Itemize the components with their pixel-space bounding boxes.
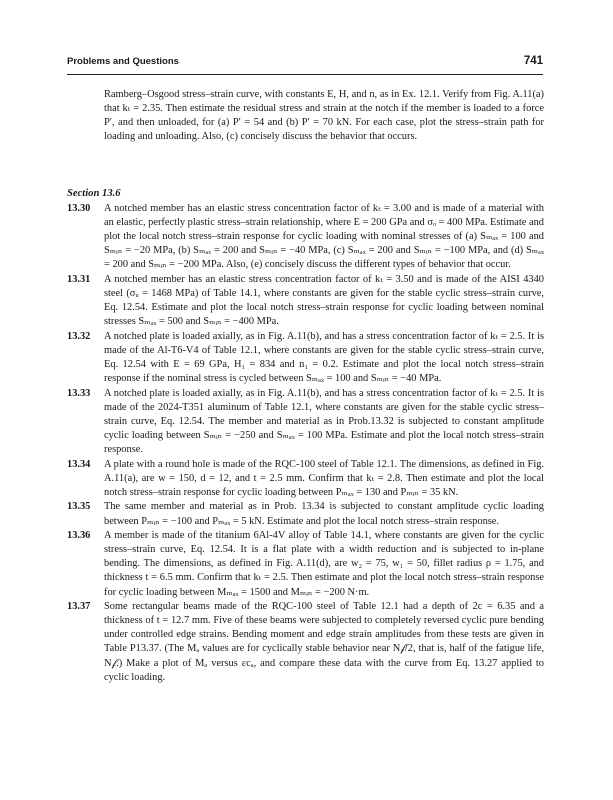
problem-number: 13.34 (67, 458, 91, 470)
problem-number: 13.32 (67, 330, 91, 342)
problem-13-37 (67, 600, 544, 685)
problem-13-31 (67, 273, 544, 329)
problem-number: 13.36 (67, 530, 91, 542)
problem-text: A notched member has an elastic stress concentration factor of kₜ = 3.00 and is made of a material with an elastic, perfectly plastic stress–strain relationship, where E = 200 GPa and σₒ = 400 MPa. Estimate and plot the local notch stress–strain response for cyclic loading with nominal stresses of (a) Sₘₐₓ = 100 and Sₘᵢₙ = −20 MPa, (b) Sₘₐₓ = 200 and Sₘᵢₙ = −40 MPa, (c) Sₘₐₓ = 200 and Sₘᵢₙ = −100 MPa, and (d) Sₘₐₓ = 200 and Sₘᵢₙ = −200 MPa. Also, (e) concisely discuss the different types of behavior that occur. (104, 203, 544, 271)
problem-text: A notched plate is loaded axially, as in Fig. A.11(b), and has a stress concentration factor of kₜ = 2.5. It is made of the 2024-T351 aluminum of Table 12.1, where constants are given for the stable cyclic stress–strain curve, Eq. 12.54. The member and material as in Prob.13.32 is subjected to constant amplitude cyclic loading between Sₘᵢₙ = −250 and Sₘₐₓ = 100 MPa. Estimate and plot the local notch stress–strain response. (104, 387, 544, 456)
problem-13-34 (67, 458, 544, 500)
problem-number: 13.33 (67, 387, 91, 399)
header-rule (67, 74, 543, 75)
problem-13-35 (67, 500, 544, 528)
problem-number: 13.37 (67, 601, 91, 613)
problem-text: The same member and material as in Prob. 13.34 is subjected to constant amplitude cyclic loading between Pₘᵢₙ = −100 and Pₘₐₓ = 5 kN. Estimate and plot the local notch stress–strain response. (104, 501, 544, 527)
section-heading: Section 13.6 (67, 188, 121, 199)
carryover-paragraph: Ramberg–Osgood stress–strain curve, with constants E, H, and n, as in Ex. 12.1. Verify from Fig. A.11(a) that kₜ = 2.35. Then estimate the residual stress and strain at the notch if the member is loaded to a force P′, and then unloaded, for (a) P′ = 54 and (b) P′ = 70 kN. For each case, plot the stress–strain path for loading and unloading. Also, (c) concisely discuss the behavior that occurs. (104, 89, 544, 143)
problem-list (67, 202, 544, 685)
problem-13-30 (67, 202, 544, 272)
problem-13-32 (67, 330, 544, 386)
problem-text: A plate with a round hole is made of the RQC-100 steel of Table 12.1. The dimensions, as defined in Fig. A.11(a), are w = 150, d = 12, and t = 2.5 mm. Confirm that kₜ = 2.8. Then estimate and plot the local notch stress–strain response for cyclic loading between Pₘₐₓ = 130 and Pₘᵢₙ = 35 kN. (104, 458, 544, 498)
problem-text: A member is made of the titanium 6Al-4V alloy of Table 14.1, where constants are given for the cyclic stress–strain curve, Eq. 12.54. It is a flat plate with a width reduction and is subjected to in-plane bending. The dimensions, as defined in Fig. A.11(d), are w₂ = 75, w₁ = 50, fillet radius ρ = 1.75, and thickness t = 6.5 mm. Confirm that kₜ = 2.5. Then estimate and plot the local notch stress–strain response for cyclic loading between Mₘₐₓ = 1500 and Mₘᵢₙ = −200 N·m. (104, 530, 544, 598)
problem-text: Some rectangular beams made of the RQC-100 steel of Table 12.1 had a depth of 2c = 6.35 and a thickness of t = 12.7 mm. Five of these beams were subjected to completely reversed cyclic pure bending under controlled edge strains. Bending moment and edge strain amplitudes from these tests are given in Table P13.37. (The Mₐ values are for cyclically stable behavior near N𝒻/2, that is, half of the fatigue life, N𝒻.) Make a plot of Mₐ versus εcₐ, and compare these data with the curve from Eq. 13.27 applied to cyclic loading. (104, 601, 544, 683)
problem-text: A notched plate is loaded axially, as in Fig. A.11(b), and has a stress concentration factor of kₜ = 2.5. It is made of the Al-T6-V4 of Table 12.1, where constants are given for the stable cyclic stress–strain curve, Eq. 12.54 with E = 69 GPa, H₁ = 834 and n₁ = 0.2. Estimate and plot the local notch stress–strain response if the nominal stress is cycled between Sₘₐₓ = 100 and Sₘᵢₙ = −40 MPa. (104, 330, 544, 385)
problem-13-33 (67, 387, 544, 457)
problem-number: 13.35 (67, 501, 91, 513)
problem-number: 13.31 (67, 273, 91, 285)
problem-13-36 (67, 529, 544, 599)
running-head: Problems and Questions (67, 56, 179, 67)
page-header (67, 56, 543, 72)
problem-number: 13.30 (67, 203, 91, 214)
page-number: 741 (523, 55, 543, 67)
problem-text: A notched member has an elastic stress concentration factor of kₜ = 3.50 and is made of the AISI 4340 steel (σᵤ = 1468 MPa) of Table 14.1, where constants are given for the stable cyclic stress–strain curve, Eq. 12.54. Estimate and plot the local notch stress–strain response for cyclic loading between nominal stresses Sₘₐₓ = 500 and Sₘᵢₙ = −400 MPa. (104, 273, 544, 328)
